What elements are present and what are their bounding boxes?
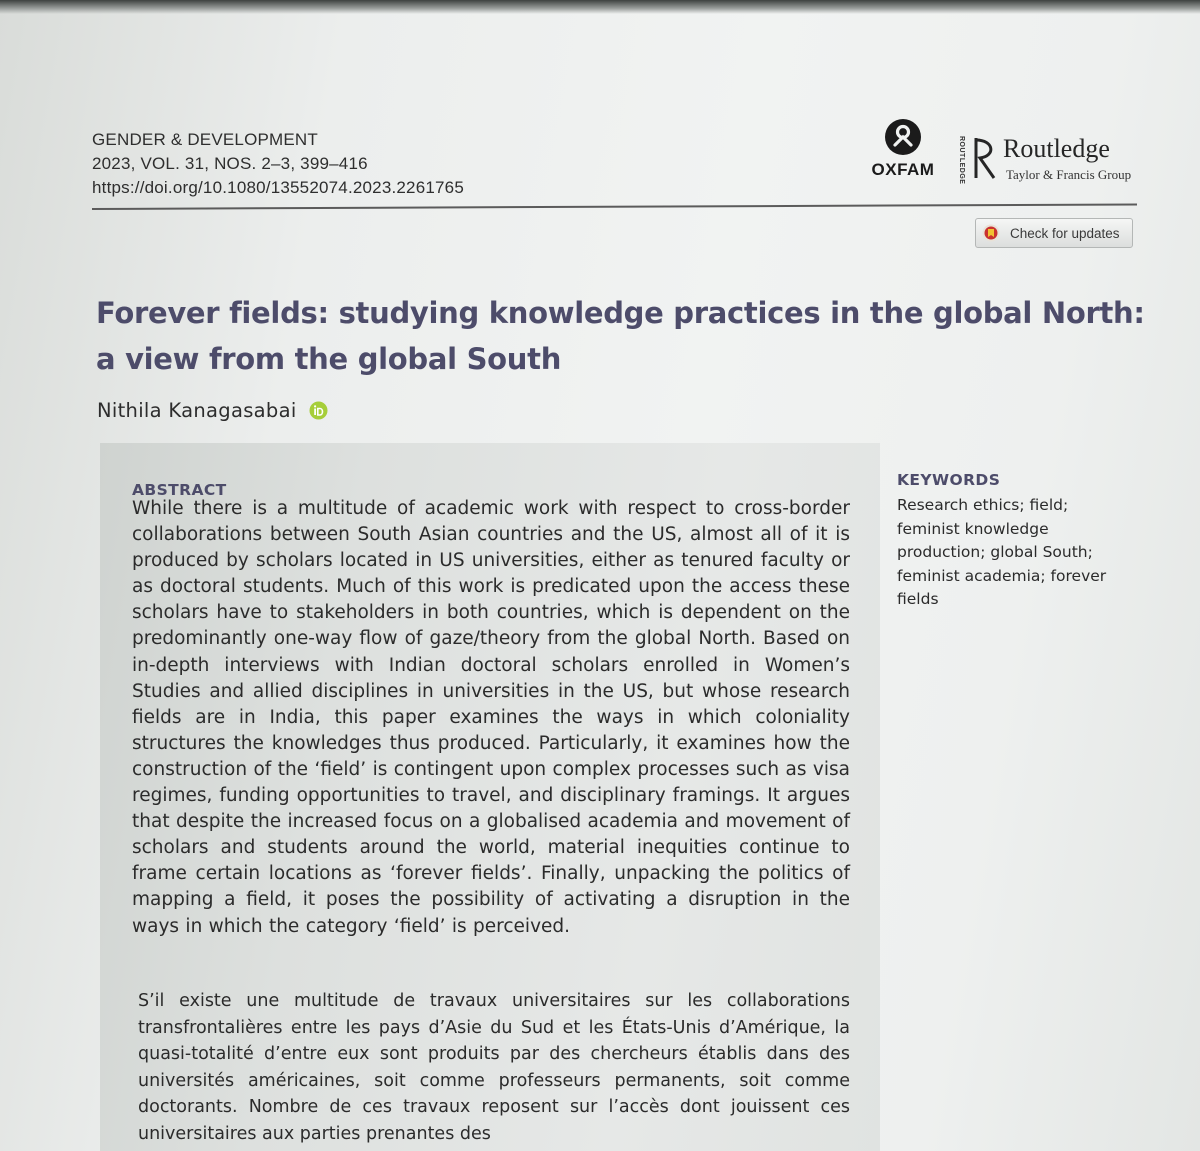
- oxfam-logo-icon: [884, 118, 922, 156]
- routledge-name: Routledge: [1003, 134, 1110, 163]
- abstract-heading: ABSTRACT: [132, 481, 227, 499]
- journal-name: GENDER & DEVELOPMENT: [92, 130, 318, 149]
- check-updates-icon: [982, 224, 1000, 242]
- routledge-subtitle: Taylor & Francis Group: [1006, 167, 1132, 182]
- check-updates-label: Check for updates: [1010, 225, 1120, 241]
- abstract-text-french: S’il existe une multitude de travaux universitaires sur les collaborations transfrontalières entre les pays d’Asie du Sud et les États-Unis d’Amérique, la quasi-totalité d’entre eux sont produits par des chercheurs établis dans des universités américaines, soit comme professeurs permanents, soit comme doctorants. Nombre de ces travaux reposent sur l’accès dont jouissent ces universitaires aux parties prenantes des: [138, 991, 850, 1144]
- journal-doi-link[interactable]: https://doi.org/10.1080/13552074.2023.2261765: [92, 178, 464, 197]
- routledge-logo-icon: [972, 136, 998, 180]
- keywords-list: Research ethics; field; feminist knowledge production; global South; feminist academia; forever fields: [897, 496, 1107, 608]
- abstract-text-english: While there is a multitude of academic work with respect to cross-border collaborations between South Asian countries and the US, almost all of it is produced by scholars located in US universities, either as tenured faculty or as doctoral students. Much of this work is predicated upon the access these scholars have to stakeholders in both countries, which is dependent on the predominantly one-way flow of gaze/theory from the global North. Based on in-depth interviews with Indian doctoral scholars enrolled in Women’s Studies and allied disciplines in universities in the US, but whose research fields are in India, this paper examines the ways in which coloniality structures the knowledges thus produced. Particularly, it examines how the construction of the ‘field’ is contingent upon complex processes such as visa regimes, funding opportunities to travel, and disciplinary framings. It argues that despite the increased focus on a globalised academia and movement of scholars and students around the world, material inequities continue to frame certain locations as ‘forever fields’. Finally, unpacking the politics of mapping a field, it poses the possibility of activating a disruption in the ways in which the category ‘field’ is perceived.: [132, 498, 850, 937]
- oxfam-label: OXFAM: [871, 160, 935, 179]
- routledge-vertical-label: ROUTLEDGE: [958, 136, 965, 185]
- orcid-icon[interactable]: [309, 401, 328, 420]
- author-line: [97, 399, 328, 422]
- journal-volume: 2023, VOL. 31, NOS. 2–3, 399–416: [92, 154, 368, 173]
- routledge-logo: [956, 134, 1141, 188]
- author-name[interactable]: Nithila Kanagasabai: [97, 399, 297, 422]
- article-title: Forever fields: studying knowledge practices in the global North: a view from the global South: [96, 296, 1145, 376]
- journal-meta: [92, 128, 464, 200]
- oxfam-logo: [868, 118, 938, 188]
- keywords-heading: KEYWORDS: [897, 471, 1001, 489]
- header-divider: [92, 203, 1137, 210]
- check-for-updates-button[interactable]: [975, 218, 1133, 248]
